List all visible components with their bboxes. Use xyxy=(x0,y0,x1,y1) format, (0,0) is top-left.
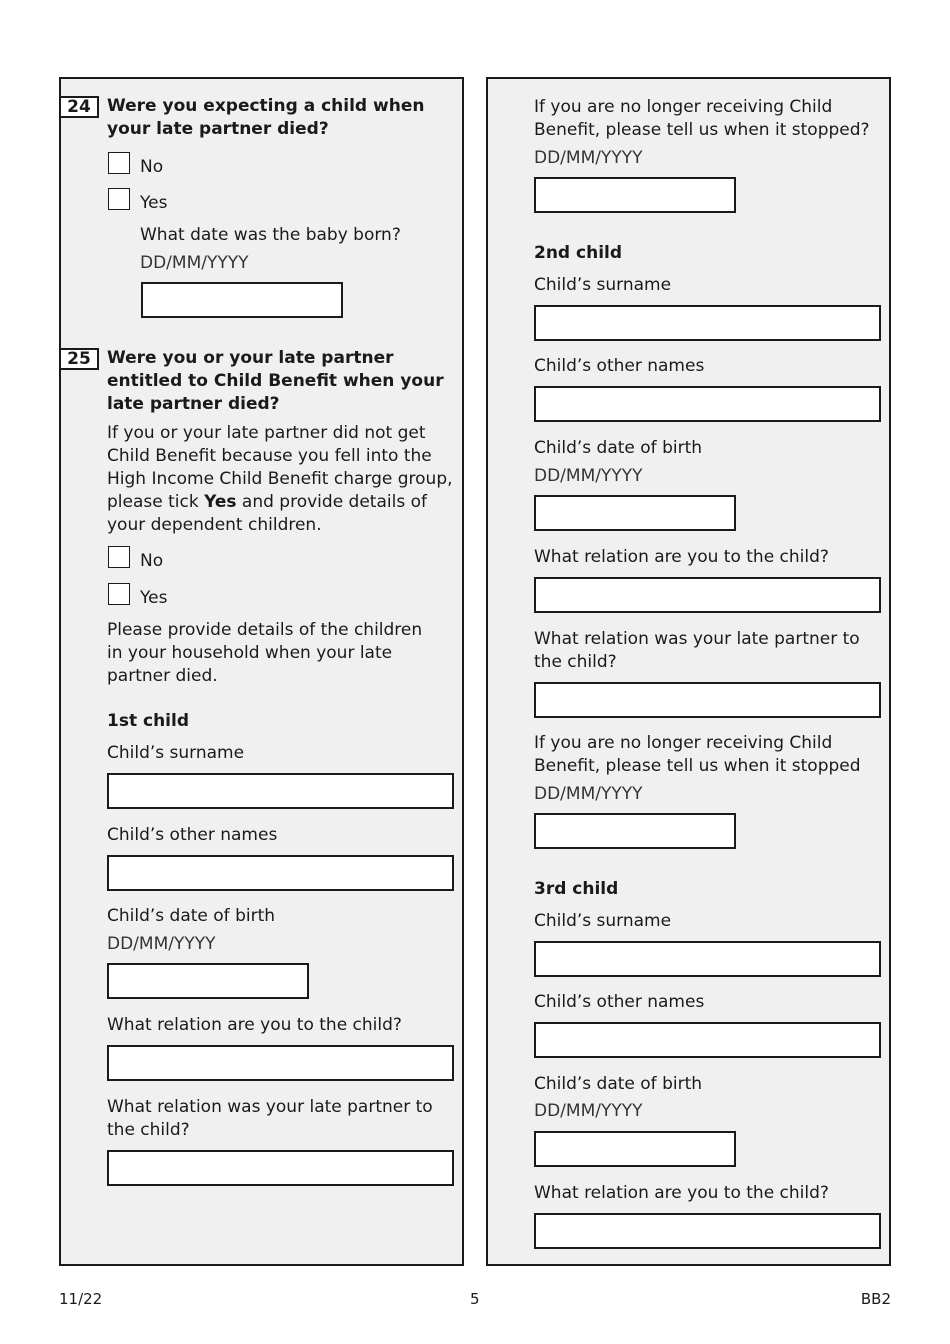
child3-relation-you-label: What relation are you to the child? xyxy=(534,1183,829,1203)
child2-relation-you-field[interactable] xyxy=(534,577,881,613)
child1-stopped-hint: DD/MM/YYYY xyxy=(534,148,643,168)
child2-surname-field[interactable] xyxy=(534,305,881,341)
q24-baby-born-label: What date was the baby born? xyxy=(140,225,401,245)
child2-dob-hint: DD/MM/YYYY xyxy=(534,466,643,486)
child2-dob-field[interactable] xyxy=(534,495,736,531)
child3-dob-field[interactable] xyxy=(534,1131,736,1167)
child3-heading: 3rd child xyxy=(534,879,619,899)
question-24-title: Were you expecting a child when your late partner died? xyxy=(107,96,425,139)
child2-surname-label: Child’s surname xyxy=(534,275,672,295)
child1-other-names-field[interactable] xyxy=(107,855,454,891)
child3-relation-you-field[interactable] xyxy=(534,1213,881,1249)
child2-other-names-label: Child’s other names xyxy=(534,356,705,376)
child1-dob-field[interactable] xyxy=(107,963,309,999)
child1-surname-label: Child’s surname xyxy=(107,743,245,763)
q25-help-before: If you or your late partner did not get Child Benefit because you fell into the High Income Child Benefit charge group, please tick xyxy=(107,423,453,512)
child1-relation-you-field[interactable] xyxy=(107,1045,454,1081)
child2-relation-partner-field[interactable] xyxy=(534,682,881,718)
q24-yes-label: Yes xyxy=(140,193,168,213)
child3-surname-field[interactable] xyxy=(534,941,881,977)
q25-no-label: No xyxy=(140,551,164,571)
left-column-panel xyxy=(59,77,464,1266)
q25-yes-checkbox[interactable] xyxy=(108,583,130,605)
q25-details-intro: Please provide details of the children in your household when your late partner died. xyxy=(107,620,423,686)
child1-dob-label: Child’s date of birth xyxy=(107,906,276,926)
child2-dob-label: Child’s date of birth xyxy=(534,438,703,458)
child1-dob-hint: DD/MM/YYYY xyxy=(107,934,216,954)
q24-date-hint: DD/MM/YYYY xyxy=(140,253,249,273)
q25-help-text xyxy=(107,422,459,537)
child3-other-names-field[interactable] xyxy=(534,1022,881,1058)
q24-no-checkbox[interactable] xyxy=(108,152,130,174)
q24-baby-born-date-field[interactable] xyxy=(141,282,343,318)
child1-stopped-date-field[interactable] xyxy=(534,177,736,213)
child3-dob-hint: DD/MM/YYYY xyxy=(534,1101,643,1121)
footer-page-number: 5 xyxy=(470,1290,480,1308)
footer-date-code: 11/22 xyxy=(59,1290,103,1308)
child2-stopped-date-field[interactable] xyxy=(534,813,736,849)
child3-other-names-label: Child’s other names xyxy=(534,992,705,1012)
child1-relation-partner-label: What relation was your late partner to the child? xyxy=(107,1097,433,1140)
child2-stopped-label: If you are no longer receiving Child Benefit, please tell us when it stopped xyxy=(534,733,861,776)
right-column-panel xyxy=(486,77,891,1266)
q25-help-after: and provide details of your dependent children. xyxy=(107,492,427,535)
child3-dob-label: Child’s date of birth xyxy=(534,1074,703,1094)
question-25-title: Were you or your late partner entitled to Child Benefit when your late partner died? xyxy=(107,348,444,414)
q25-no-checkbox[interactable] xyxy=(108,546,130,568)
child1-relation-partner-field[interactable] xyxy=(107,1150,454,1186)
q25-help-bold: Yes xyxy=(204,492,237,512)
q24-no-label: No xyxy=(140,157,164,177)
child1-other-names-label: Child’s other names xyxy=(107,825,278,845)
question-25-number: 25 xyxy=(59,348,99,370)
child1-heading: 1st child xyxy=(107,711,189,731)
q24-yes-checkbox[interactable] xyxy=(108,188,130,210)
child2-relation-you-label: What relation are you to the child? xyxy=(534,547,829,567)
footer-form-code: BB2 xyxy=(860,1290,891,1308)
child1-relation-you-label: What relation are you to the child? xyxy=(107,1015,402,1035)
child2-stopped-hint: DD/MM/YYYY xyxy=(534,784,643,804)
child2-relation-partner-label: What relation was your late partner to the child? xyxy=(534,629,860,672)
question-24-number: 24 xyxy=(59,96,99,118)
child2-other-names-field[interactable] xyxy=(534,386,881,422)
child2-heading: 2nd child xyxy=(534,243,623,263)
child3-surname-label: Child’s surname xyxy=(534,911,672,931)
q25-yes-label: Yes xyxy=(140,588,168,608)
child1-stopped-label: If you are no longer receiving Child Benefit, please tell us when it stopped? xyxy=(534,97,870,140)
child1-surname-field[interactable] xyxy=(107,773,454,809)
